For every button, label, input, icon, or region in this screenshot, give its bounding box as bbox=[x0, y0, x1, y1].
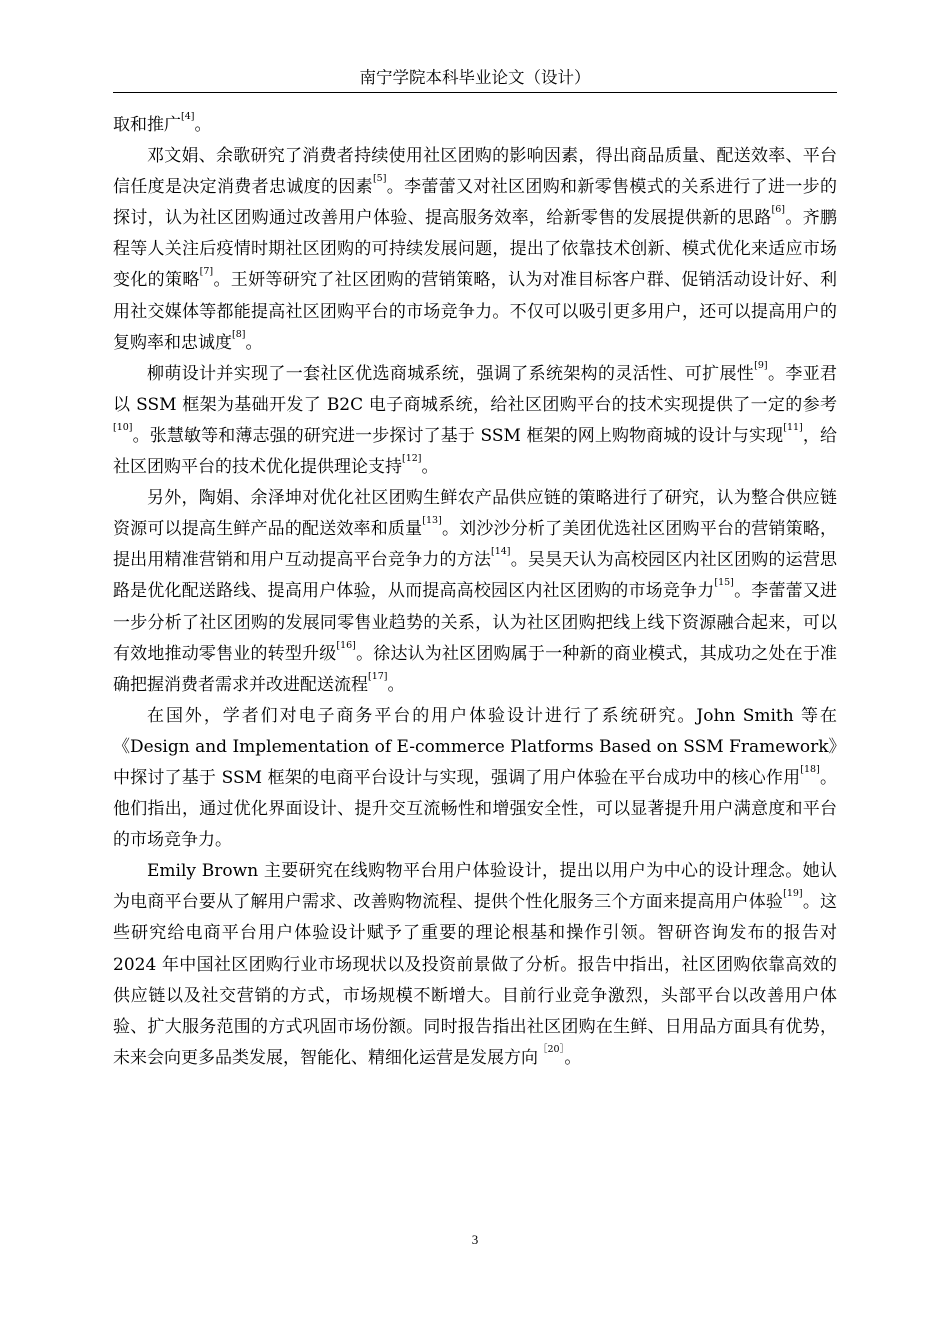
text-run: 。王妍等研究了社区团购的营销策略，认为对准目标客户群、促销活动设计好、利用社交媒体等都能提高社区团购平台的市场竞争力。不仅可以吸引更多用户，还可以提高用户的复购率和忠诚度 bbox=[113, 270, 838, 353]
citation-ref: [13] bbox=[422, 515, 442, 527]
paragraph bbox=[113, 359, 837, 483]
text-run: 。齐鹏程等人关注后疫情时期社区团购的可持续发展问题，提出了依靠技术创新、模式优化来适应市场变化的策略 bbox=[113, 208, 838, 291]
header-title: 南宁学院本科毕业论文（设计） bbox=[359, 68, 591, 87]
text-run: 。吴昊天认为高校园区内社区团购的运营思路是优化配送路线、提高用户体验，从而提高高校园区内社区团购的市场竞争力 bbox=[113, 550, 837, 602]
citation-ref: [16] bbox=[336, 639, 356, 651]
text-run: 。张慧敏等和薄志强的研究进一步探讨了基于 SSM 框架的网上购物商城的设计与实现 bbox=[132, 425, 784, 446]
text-run: 。徐达认为社区团购属于一种新的商业模式，其成功之处在于准确把握消费者需求并改进配送流程 bbox=[113, 643, 838, 695]
citation-ref: [18] bbox=[800, 763, 820, 775]
body-text bbox=[113, 110, 837, 1074]
citation-ref: [12] bbox=[402, 453, 422, 465]
citation-ref: [17] bbox=[368, 670, 388, 682]
citation-ref: [9] bbox=[754, 359, 768, 371]
page-number: 3 bbox=[471, 1232, 479, 1247]
citation-ref: [11] bbox=[783, 421, 803, 433]
text-run: 。刘沙沙分析了美团优选社区团购平台的营销策略，提出用精准营销和用户互动提高平台竞争力的方法 bbox=[113, 519, 838, 571]
text-run: 。这些研究给电商平台用户体验设计赋予了重要的理论根基和操作引领。智研咨询发布的报告对 2024 年中国社区团购行业市场现状以及投资前景做了分析。报告中指出，社区团购依靠高效的供应链以及社交营销的方式，市场规模不断增大。目前行业竞争激烈，头部平台以改善用户体验、扩大服务范围的方式巩固市场份额。同时报告指出社区团购在生鲜、日用品方面具有优势，未来会向更多品类发展，智能化、精细化运营是发展方向 bbox=[113, 892, 838, 1068]
paragraph bbox=[113, 701, 837, 856]
text-run: 柳萌设计并实现了一套社区优选商城系统，强调了系统架构的灵活性、可扩展性 bbox=[147, 363, 755, 384]
text-run: 。李亚君以 SSM 框架为基础开发了 B2C 电子商城系统，给社区团购平台的技术实现提供了一定的参考 bbox=[113, 363, 838, 415]
paragraph bbox=[113, 141, 837, 359]
citation-ref: ［20］ bbox=[538, 1043, 565, 1055]
citation-ref: [8] bbox=[232, 328, 246, 340]
citation-ref: [5] bbox=[372, 173, 387, 185]
text-run: 在国外，学者们对电子商务平台的用户体验设计进行了系统研究。John Smith 等在《Design and Implementation of E-commerce Platforms Based on SSM Framework》中探讨了基于 SSM 框架的电商平台设计与实现，强调了用户体验在平台成功中的核心作用 bbox=[113, 705, 837, 788]
text-run: 。李蕾蕾又对社区团购和新零售模式的关系进行了进一步的探讨，认为社区团购通过改善用户体验、提高服务效率，给新零售的发展提供新的思路 bbox=[113, 177, 838, 229]
paragraph bbox=[113, 483, 837, 701]
citation-ref: [10] bbox=[113, 421, 133, 433]
text-run: 。 bbox=[421, 457, 439, 478]
text-run: 。 bbox=[194, 115, 212, 135]
text-run: 另外，陶娟、余泽坤对优化社区团购生鲜农产品供应链的策略进行了研究，认为整合供应链资源可以提高生鲜产品的配送效率和质量 bbox=[113, 488, 837, 540]
citation-ref: [6] bbox=[771, 204, 786, 216]
text-run: ，给社区团购平台的技术优化提供理论支持 bbox=[113, 425, 837, 478]
text-run: 。 bbox=[387, 674, 405, 695]
citation-ref: [15] bbox=[714, 577, 734, 589]
paragraph bbox=[113, 110, 837, 141]
citation-ref: [7] bbox=[199, 266, 214, 278]
paragraph bbox=[113, 856, 837, 1074]
citation-ref: [19] bbox=[783, 888, 803, 900]
text-run: 。他们指出，通过优化界面设计、提升交互流畅性和增强安全性，可以显著提升用户满意度和平台的市场竞争力。 bbox=[113, 767, 837, 851]
text-run: 取和推广 bbox=[113, 115, 181, 135]
citation-ref: [4] bbox=[181, 111, 195, 122]
page-header bbox=[113, 64, 837, 93]
text-run: Emily Brown 主要研究在线购物平台用户体验设计，提出以用户为中心的设计理念。她认为电商平台要从了解用户需求、改善购物流程、提供个性化服务三个方面来提高用户体验 bbox=[113, 861, 837, 913]
text-run: 。 bbox=[245, 332, 263, 353]
text-run: 邓文娟、余歌研究了消费者持续使用社区团购的影响因素，得出商品质量、配送效率、平台信任度是决定消费者忠诚度的因素 bbox=[113, 146, 837, 198]
text-run: 。 bbox=[564, 1047, 582, 1068]
citation-ref: [14] bbox=[491, 546, 511, 558]
text-run: 。李蕾蕾又进一步分析了社区团购的发展同零售业趋势的关系，认为社区团购把线上线下资源融合起来，可以有效地推动零售业的转型升级 bbox=[113, 581, 838, 664]
